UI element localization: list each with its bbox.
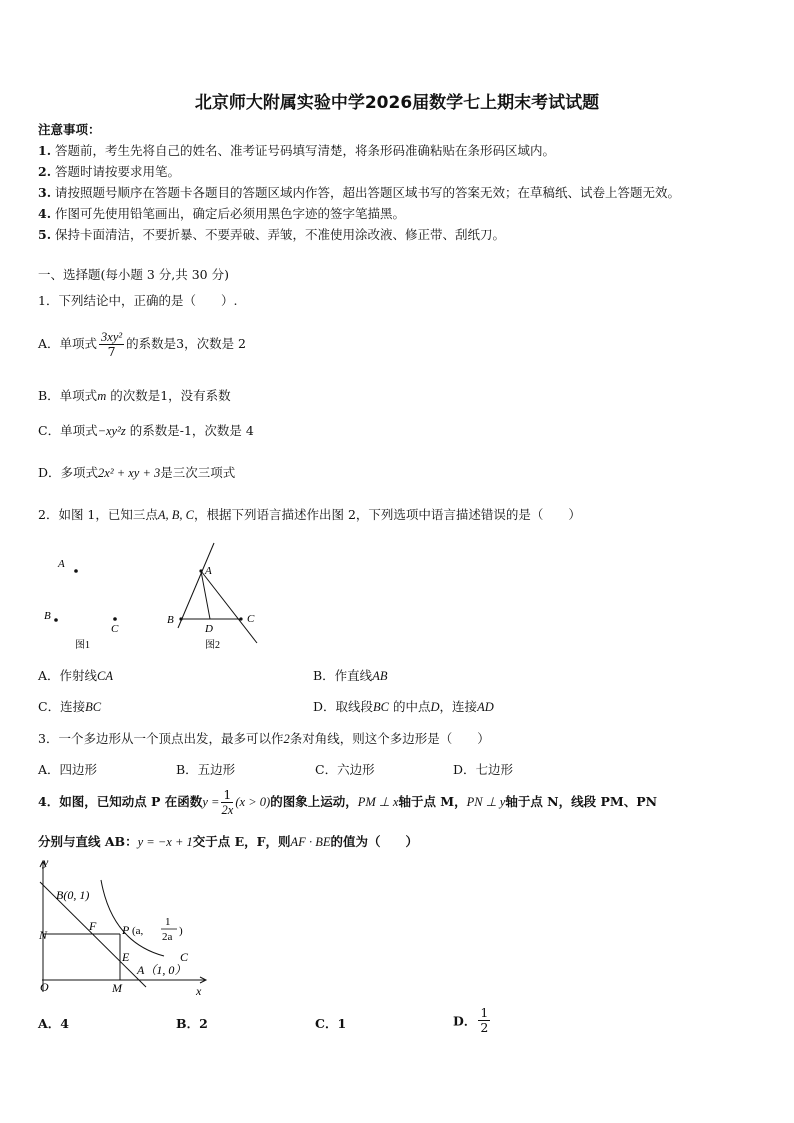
- q1-option-a: [38, 330, 246, 359]
- q4-option-a: A．4: [38, 1016, 69, 1031]
- q4-label-m: M: [112, 981, 122, 995]
- q4-label-a: A（1, 0）: [137, 963, 187, 977]
- q4-line2: [38, 832, 418, 850]
- q4-label-e: E: [122, 950, 130, 964]
- notice-text: 保持卡面清洁，不要折暴、不要弄破、弄皱，不准使用涂改液、修正带、刮纸刀。: [55, 227, 506, 242]
- q2-b-var: AB: [372, 669, 388, 683]
- q2-a-label: A．作射线: [38, 668, 98, 683]
- q1-d-expr: 2x² + xy + 3: [98, 466, 161, 480]
- fig2-label-d: D: [205, 623, 213, 635]
- q4-d-label: D．: [453, 1013, 477, 1029]
- q2-d-var3: AD: [477, 700, 494, 714]
- q2-d-mid: 的中点: [393, 699, 431, 714]
- notice-num: 2.: [38, 164, 52, 179]
- q2-stem: [38, 505, 581, 523]
- q4-line2-pre: 分别与直线 AB：: [38, 834, 138, 849]
- q4-func-fraction: [221, 788, 233, 817]
- q4-origin-label: O: [40, 980, 49, 994]
- fig1-point-b: [54, 618, 58, 622]
- q1-a-suffix: 的系数是3，次数是 2: [126, 336, 247, 351]
- q4-line2-expr: y = −x + 1: [137, 835, 193, 849]
- q2-a-var: CA: [97, 669, 114, 683]
- q2-c-var: BC: [85, 700, 102, 714]
- q3-stem: [38, 729, 490, 747]
- q2-option-d: [313, 697, 494, 715]
- q2-d-var2: D: [430, 700, 440, 714]
- q4-d-den: 2: [480, 1020, 489, 1035]
- q2-stem-pre: 2．如图 1，已知三点: [38, 507, 158, 522]
- q4-y-label: y: [43, 855, 49, 869]
- fig2-label-a: A: [205, 565, 212, 577]
- notice-item: [38, 225, 505, 243]
- fig2-point-b: [179, 617, 182, 620]
- q1-d-suffix: 是三次三项式: [160, 465, 236, 480]
- q4-pn: PN ⊥ y: [466, 795, 506, 809]
- q1-c-suffix: 的系数是-1，次数是 4: [129, 423, 254, 438]
- notice-text: 请按照题号顺序在答题卡各题目的答题区域内作答，超出答题区域书写的答案无效；在草稿纸、试卷上答题无效。: [55, 185, 681, 200]
- fig2-label-b: B: [167, 614, 174, 626]
- q1-b-var: m: [97, 389, 107, 403]
- q1-a-denominator: 7: [107, 344, 116, 359]
- q1-option-d: [38, 463, 235, 481]
- q3-option-c: C．六边形: [315, 762, 375, 777]
- q4-label-n: N: [39, 928, 48, 942]
- notice-item: [38, 183, 680, 201]
- notice-num: 5.: [38, 227, 52, 242]
- q3-option-a: A．四边形: [38, 762, 98, 777]
- q1-option-b: [38, 386, 231, 404]
- fig1-label-a: A: [58, 558, 65, 570]
- q1-c-expr: −xy²z: [97, 424, 126, 438]
- q3-stem-num: 2: [283, 732, 290, 746]
- notice-num: 3.: [38, 185, 52, 200]
- q4-label-p: P: [122, 923, 130, 937]
- q4-func-den: 2x: [221, 803, 234, 817]
- notice-num: 4.: [38, 206, 52, 221]
- q1-a-fraction: [99, 330, 124, 359]
- fig2-point-c: [239, 617, 242, 620]
- q2-d-label: D．取线段: [313, 699, 374, 714]
- fig1-caption: 图1: [75, 640, 90, 651]
- fig1-label-b: B: [44, 610, 51, 622]
- q4-func-lhs: y =: [202, 795, 220, 809]
- notice-text: 答题前，考生先将自己的姓名、准考证号码填写清楚，将条形码准确粘贴在条形码区域内。: [55, 143, 556, 158]
- fig2-line-ab: [178, 543, 214, 628]
- q4-option-b: B．2: [176, 1016, 208, 1031]
- notice-item: [38, 141, 555, 159]
- q1-option-c: [38, 421, 254, 439]
- q4-option-d: [453, 1006, 492, 1035]
- q4-d-num: 1: [480, 1005, 489, 1020]
- notice-item: [38, 204, 405, 222]
- exam-title: 北京师大附属实验中学2026届数学七上期末考试试题: [194, 93, 600, 113]
- q4-line1-mid: 的图象上运动，: [270, 794, 358, 809]
- q4-line1-mid2: 轴于点 M，: [398, 794, 467, 809]
- q2-stem-vars: A, B, C: [157, 508, 194, 522]
- q1-a-prefix: A．单项式: [38, 336, 98, 351]
- notice-item: [38, 162, 180, 180]
- fig1-point-c: [113, 617, 117, 621]
- q3-stem-pre: 3．一个多边形从一个顶点出发，最多可以作: [38, 731, 284, 746]
- q1-b-suffix: 的次数是1，没有系数: [110, 388, 231, 403]
- fig2-point-a: [199, 569, 202, 572]
- q1-d-prefix: D．多项式: [38, 465, 99, 480]
- q2-d-mid2: ，连接: [439, 699, 478, 714]
- q4-label-p-coord-post: ): [179, 925, 183, 937]
- fig2-segment-ad: [201, 571, 210, 619]
- q2-figures: [38, 540, 278, 655]
- q4-label-f: F: [89, 919, 97, 933]
- fig1-point-a: [74, 569, 78, 573]
- fig2-label-c: C: [247, 613, 255, 625]
- q4-func-cond: (x > 0): [235, 795, 271, 809]
- q4-label-p-num: 1: [165, 916, 171, 928]
- q1-a-numerator: 3xy²: [101, 330, 123, 344]
- fig1-label-c: C: [111, 623, 119, 635]
- q4-label-p-den: 2a: [162, 931, 173, 943]
- q2-b-label: B．作直线: [313, 668, 373, 683]
- q3-option-d: D．七边形: [453, 762, 514, 777]
- q4-line1: [38, 788, 657, 817]
- q4-pm: PM ⊥ x: [357, 795, 399, 809]
- q4-label-c: C: [180, 950, 189, 964]
- notice-heading: 注意事项：: [38, 122, 101, 137]
- q4-label-b: B(0, 1): [56, 888, 90, 902]
- q4-x-label: x: [196, 984, 202, 998]
- q2-stem-post: ，根据下列语言描述作出图 2，下列选项中语言描述错误的是（ ）: [194, 507, 581, 522]
- q2-option-c: [38, 697, 101, 715]
- q4-option-c: C．1: [315, 1016, 347, 1031]
- q1-stem: 1．下列结论中，正确的是（ ）.: [38, 293, 238, 308]
- q2-option-a: [38, 666, 113, 684]
- notice-num: 1.: [38, 143, 52, 158]
- q3-option-b: B．五边形: [176, 762, 236, 777]
- q4-line2-expr2: AF · BE: [290, 835, 331, 849]
- q4-d-fraction: [478, 1006, 490, 1035]
- section-heading: 一、选择题(每小题 3 分,共 30 分): [38, 267, 229, 282]
- q4-line1-post: 轴于点 N，线段 PM、PN: [505, 794, 658, 809]
- q4-curve-c: [101, 880, 164, 956]
- q4-label-p-coord-pre: (a,: [132, 925, 144, 937]
- q3-stem-post: 条对角线，则这个多边形是（ ）: [289, 731, 490, 746]
- notice-text: 作图可先使用铅笔画出，确定后必须用黑色字迹的签字笔描黑。: [55, 206, 406, 221]
- q1-c-prefix: C．单项式: [38, 423, 98, 438]
- q2-d-var1: BC: [373, 700, 390, 714]
- q4-figure: [34, 852, 224, 1002]
- q4-line2-mid: 交于点 E，F，则: [192, 834, 291, 849]
- q1-b-prefix: B．单项式: [38, 388, 98, 403]
- fig2-caption: 图2: [205, 640, 220, 651]
- q4-line1-pre: 4．如图，已知动点 P 在函数: [38, 794, 203, 809]
- q2-c-label: C．连接: [38, 699, 86, 714]
- q2-option-b: [313, 666, 387, 684]
- q4-line2-post: 的值为（ ）: [330, 834, 418, 849]
- q4-func-num: 1: [223, 787, 232, 802]
- notice-text: 答题时请按要求用笔。: [55, 164, 181, 179]
